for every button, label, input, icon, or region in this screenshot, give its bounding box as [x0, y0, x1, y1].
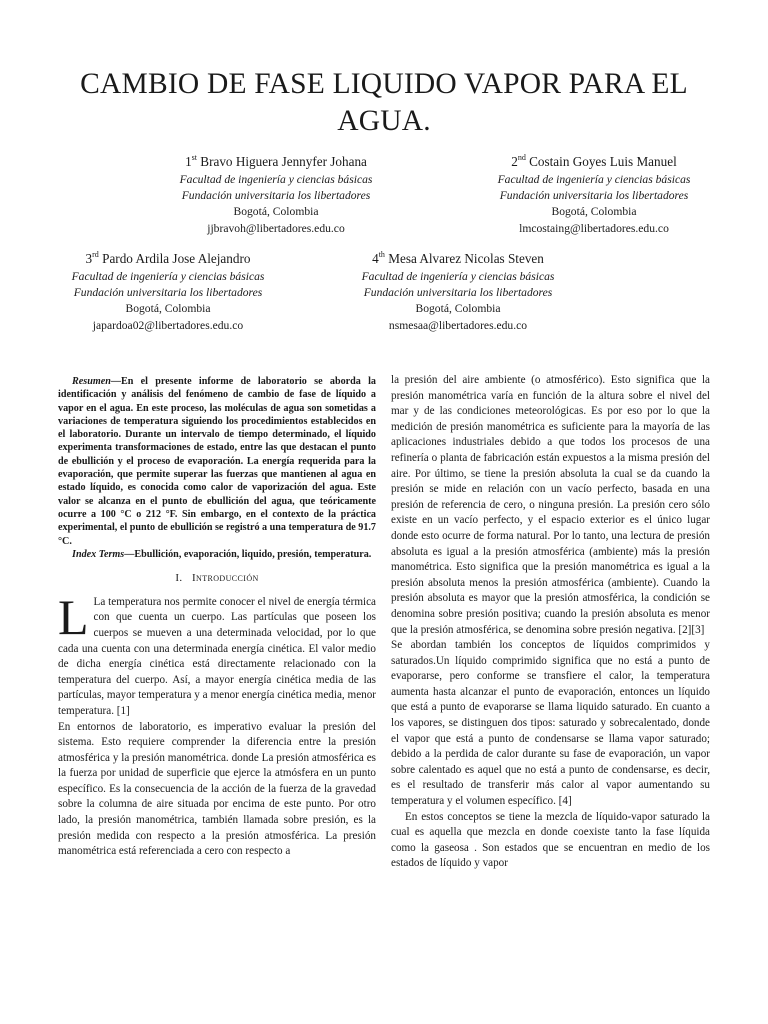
- author-faculty-4: Facultad de ingeniería y ciencias básicas: [361, 270, 555, 283]
- author-city-1: Bogotá, Colombia: [233, 205, 319, 219]
- author-faculty-3: Facultad de ingeniería y ciencias básicas: [71, 270, 265, 283]
- index-terms-label: Index Terms: [72, 548, 125, 560]
- intro-paragraph-2: En entornos de laboratorio, es imperativo evaluar la presión del sistema. Esto requiere comprender la diferencia entre la presión atmosférica y la presión manométrica. donde La presión atmosférica es la fuerza por unidad de superficie que ejerce la atmósfera en un punto específico. Es la consecuencia de la acción de la fuerza de la gravedad sobre la columna de aire situada por encima de este punto. Por otro lado, la presión manométrica, también llamada sobre presión, es la presión medida con respecto a la presión atmosférica. La presión manométrica está referenciada a cero con respecto a: [58, 720, 376, 858]
- abstract-text: —En el presente informe de laboratorio se aborda la identificación y análisis del fenómeno de cambio de fase de líquido a vapor en el agua. En este proceso, las moléculas de agua son sometidas a variaciones de temperatura siguiendo los procedimientos establecidos en el laboratorio. Durante un intervalo de tiempo determinado, el líquido experimenta transformaciones de estado, entre las que destacan el punto de ebullición y el proceso de evaporación. La energía requerida para la evaporación, que permite superar las fuerzas que mantienen al agua en estado líquido, es conocida como calor de vaporización del agua. Este valor se alcanza en el punto de ebullición del agua, que teóricamente ocurre a 100 °C o 212 °F. Sin embargo, en el contexto de la práctica experimental, el punto de ebullición se registró a una temperatura de 91.7 °C.: [58, 376, 376, 547]
- section-heading: [58, 571, 376, 587]
- author-name-2: 2nd Costain Goyes Luis Manuel: [511, 153, 677, 169]
- author-city-3: Bogotá, Colombia: [125, 302, 211, 316]
- right-paragraph-3: En estos conceptos se tiene la mezcla de líquido-vapor saturado la cual es aquella que mezcla en donde coexiste tanto la fase líquida como la gaseosa . Son estados que se encuentran en medio de los estados de líquido y vapor: [391, 810, 710, 870]
- author-block-3: [18, 250, 318, 334]
- author-email-1[interactable]: jjbravoh@libertadores.edu.co: [207, 221, 345, 235]
- author-block-4: [308, 250, 608, 334]
- author-block-1: [126, 153, 426, 237]
- author-university-2: Fundación universitaria los libertadores: [499, 189, 689, 203]
- author-city-2: Bogotá, Colombia: [551, 205, 637, 219]
- author-block-2: [444, 153, 744, 237]
- author-email-4[interactable]: nsmesaa@libertadores.edu.co: [388, 318, 528, 332]
- author-faculty-1: Facultad de ingeniería y ciencias básicas: [179, 173, 373, 186]
- author-email-3[interactable]: japardoa02@libertadores.edu.co: [92, 318, 244, 332]
- intro-paragraph-1: L La temperatura nos permite conocer el nivel de energía térmica con que cuenta un cuerpo. Las partículas que poseen los cuerpos se mueven a una determinada velocidad, por lo que cada una cuenta con una determinada energía cinética. El valor medio de dicha energía cinética está directamente relacionado con la temperatura del cuerpo. Así, a mayor energía cinética media de las partículas, mayor temperatura y a menor energía cinética media, menor temperatura. [1]: [58, 588, 376, 717]
- author-name-1: 1st Bravo Higuera Jennyfer Johana: [185, 153, 367, 169]
- index-terms: [58, 548, 376, 561]
- author-city-4: Bogotá, Colombia: [415, 302, 501, 316]
- right-column: [391, 373, 710, 872]
- section-number: I.: [175, 572, 183, 585]
- author-name-3: 3rd Pardo Ardila Jose Alejandro: [85, 250, 251, 266]
- index-terms-text: —Ebullición, evaporación, liquido, presión, temperatura.: [124, 548, 372, 560]
- abstract-label: Resumen: [72, 376, 111, 387]
- right-paragraph-1: la presión del aire ambiente (o atmosférico). Esto significa que la presión manométrica varía en función de la altura sobre el nivel del mar y de las condiciones meteorológicas. Es por eso por lo que la medición de presión manométrica es suficiente para la mayoría de las aplicaciones industriales debido a que todos los procesos de una refinería o planta de fabricación están expuestos a la misma presión del aire. Por último, se tiene la presión absoluta la cual se da cuando la presión se mide en relación con un vacío perfecto, basada en una presión de referencia de cero, o ninguna presión. La presión cero sólo existe en un vacío perfecto, y el espacio exterior es el único lugar donde esto ocurre de forma natural. Por lo tanto, una lectura de presión absoluta es igual a la presión atmosférica (ambiente) más la presión manométrica. Esto significa que la presión manométrica es igual a la presión absoluta menos la presión atmosférica (ambiente). Cuando la presión absoluta es mayor que la presión atmosférica, la condición se denomina sobre presión positiva; cuando la presión absoluta es menor que la presión atmosférica, se denomina sobre presión negativa. [2][3]: [391, 374, 710, 636]
- abstract: [58, 375, 376, 548]
- left-column: [58, 375, 376, 860]
- drop-cap: L: [58, 588, 89, 645]
- section-title: Introducción: [191, 572, 259, 585]
- author-university-1: Fundación universitaria los libertadores: [181, 189, 371, 203]
- paper-title: CAMBIO DE FASE LIQUIDO VAPOR PARA EL AGUA.: [80, 68, 688, 137]
- author-email-2[interactable]: lmcostaing@libertadores.edu.co: [519, 221, 669, 235]
- right-paragraph-2: Se abordan también los conceptos de líquidos comprimidos y saturados.Un líquido comprimido significa que no está a punto de evaporarse, pero conforme se transfiere el calor, la temperatura aumenta hasta alcanzar el punto de evaporación, entonces un líquido que está a punto de evaporarse se llama liquido saturado. En cuanto a los vapores, se distinguen dos tipos: saturado y sobrecalentado, donde el vapor que está a punto de condensarse se llama vapor saturado; debido a la perdida de calor durante su fase de evaporación, un vapor sobre calentado es aquel que no está a punto de condensarse, es decir, es el resultado de transferir más calor al vapor aumentando su temperatura y el volumen específico. [4]: [391, 639, 710, 808]
- author-name-4: 4th Mesa Alvarez Nicolas Steven: [372, 250, 544, 266]
- author-university-3: Fundación universitaria los libertadores: [73, 286, 263, 300]
- author-faculty-2: Facultad de ingeniería y ciencias básicas: [497, 173, 691, 186]
- author-university-4: Fundación universitaria los libertadores: [363, 286, 553, 300]
